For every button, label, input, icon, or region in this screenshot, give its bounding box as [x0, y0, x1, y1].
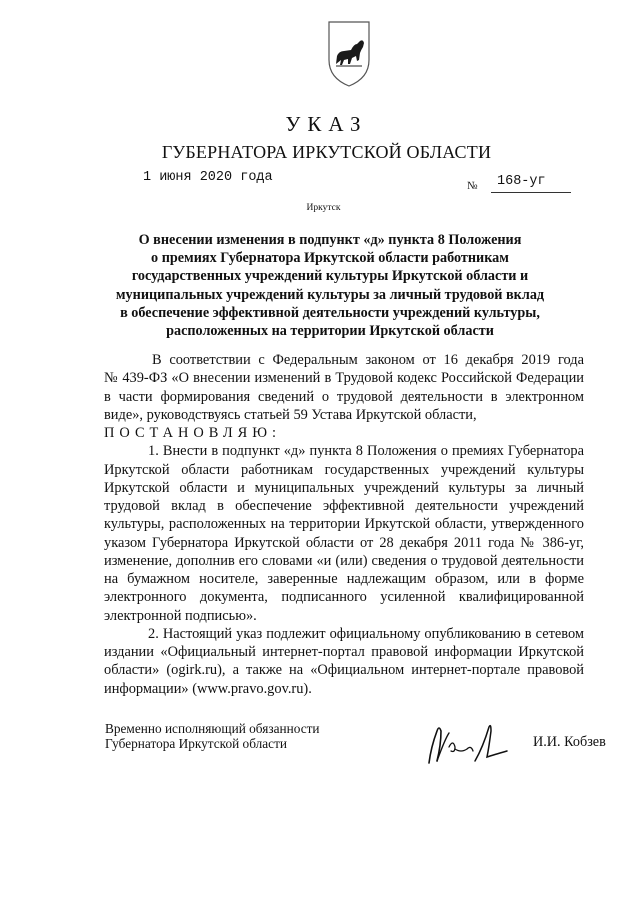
decree-item-1: 1. Внести в подпункт «д» пункта 8 Положения о премиях Губернатора Иркутской области работникам государственных учреждений культуры Иркутской области и муниципальных учреждений культуры за личный трудовой вклад в обеспечение эффективной деятельности учреждений культуры, расположенных на территории Иркутской области, утвержденного указом Губернатора Иркутской области от 28 декабря 2011 года № 386-уг, изменение, дополнив его словами «и (или) сведения о трудовой деятельности на бумажном носителе, заверенные надлежащим образом, или в форме электронного документа, подписанного усиленной квалифицированной электронной подписью». — [104, 443, 584, 624]
heading-line: о премиях Губернатора Иркутской области работникам — [151, 250, 509, 267]
decree-word: ПОСТАНОВЛЯЮ: — [104, 425, 282, 441]
heading-line: муниципальных учреждений культуры за личный трудовой вклад — [115, 286, 545, 303]
decree-date: 1 июня 2020 года — [143, 170, 273, 185]
position-line: Временно исполняющий обязанности — [105, 721, 320, 736]
decree-item-2: 2. Настоящий указ подлежит официальному опубликованию в сетевом издании «Официальный интернет-портал правовой информации Иркутской области» (ogirk.ru), а также на «Официальном интернет-портале правовой информации» (www.pravo.gov.ru). — [104, 625, 584, 697]
document-title: УКАЗ — [285, 112, 368, 136]
decree-body — [104, 351, 584, 698]
handwritten-signature — [415, 717, 525, 767]
decree-heading — [100, 231, 560, 340]
signatory-name: И.И. Кобзев — [533, 734, 606, 750]
decree-number: 168-уг — [491, 174, 571, 193]
signatory-position — [105, 722, 320, 751]
heading-line: расположенных на территории Иркутской области — [166, 323, 494, 340]
coat-of-arms-icon — [327, 20, 371, 88]
heading-line: О внесении изменения в подпункт «д» пункта 8 Положения — [138, 232, 522, 248]
heading-line: государственных учреждений культуры Иркутской области и — [131, 268, 529, 285]
number-sign: № — [467, 180, 478, 192]
city-label: Иркутск — [306, 203, 341, 213]
preamble-first-line: В соответствии с Федеральным законом от 16 декабря 2019 года — [152, 352, 584, 368]
preamble-text: № 439-ФЗ «О внесении изменений в Трудовой кодекс Российской Федерации в части формирования сведений о трудовой деятельности в электронном виде», руководствуясь статьей 59 Устава Иркутской области, — [104, 370, 584, 423]
issuer-title: ГУБЕРНАТОРА ИРКУТСКОЙ ОБЛАСТИ — [161, 142, 492, 162]
heading-line: в обеспечение эффективной деятельности учреждений культуры, — [120, 304, 540, 321]
position-line: Губернатора Иркутской области — [105, 735, 287, 751]
